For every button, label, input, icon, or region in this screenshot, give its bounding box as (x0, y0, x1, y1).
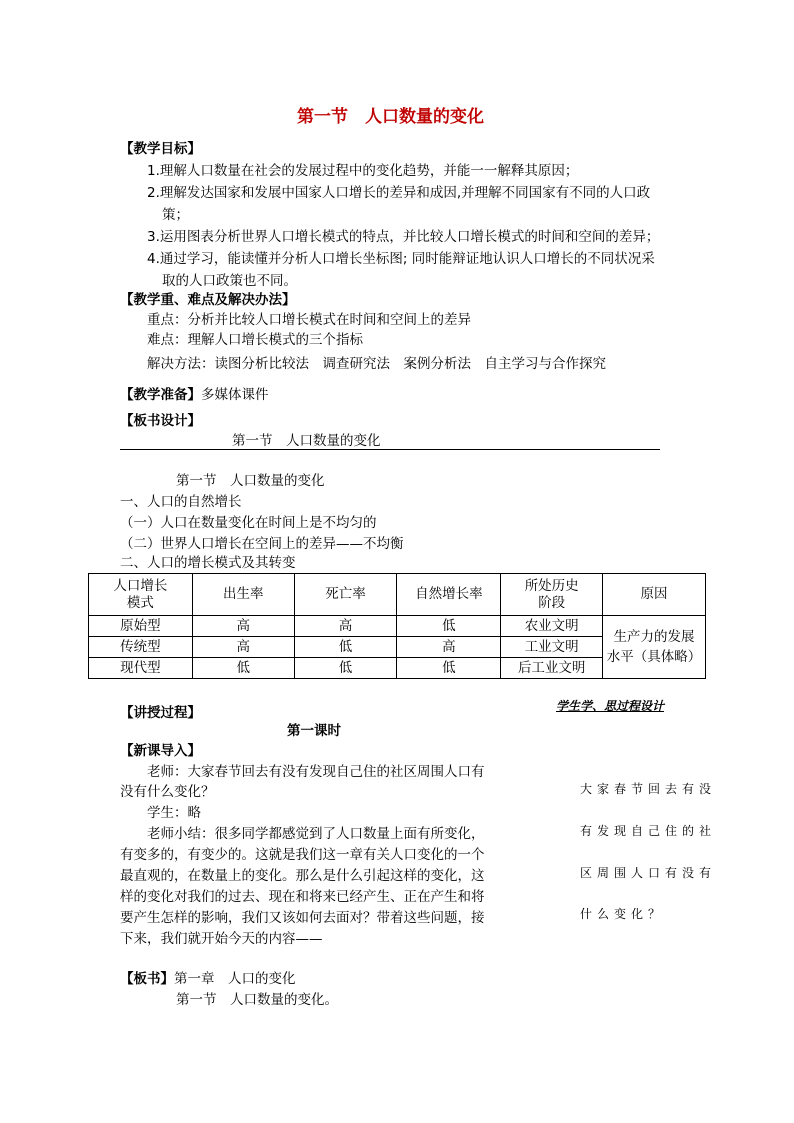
intro-line: 要产生怎样的影响，我们又该如何去面对？带着这些问题，接 (120, 910, 485, 926)
growth-model-table (88, 573, 706, 679)
table-cell: 高 (294, 616, 397, 637)
side-note: 区周围人口有没有 (580, 866, 717, 880)
table-cell: 现代型 (89, 658, 193, 679)
table-header: 人口增长 模式 (89, 574, 193, 616)
goal-item: 策； (162, 207, 189, 223)
board-header: 第一节 人口数量的变化 (232, 433, 381, 449)
board2-heading: 【板书】 (120, 971, 174, 987)
table-cell: 高 (192, 616, 294, 637)
difficulty-text: 难点：理解人口增长模式的三个指标 (147, 332, 363, 348)
table-cell: 低 (192, 658, 294, 679)
table-cell: 传统型 (89, 637, 193, 658)
table-cell: 低 (294, 658, 397, 679)
intro-line: 学生：略 (147, 805, 201, 821)
intro-line: 老师：大家春节回去有没有发现自己住的社区周围人口有 (147, 764, 485, 780)
goal-item: 3.运用图表分析世界人口增长模式的特点，并比较人口增长模式的时间和空间的差异； (147, 229, 660, 245)
intro-line: 没有什么变化？ (120, 784, 215, 800)
board-line: 一、人口的自然增长 (120, 494, 242, 510)
intro-line: 最直观的，在数量上的变化。那么是什么引起这样的变化，这 (120, 868, 485, 884)
table-cell: 高 (397, 637, 501, 658)
board-heading: 【板书设计】 (120, 413, 201, 429)
side-note: 有发现自己住的社 (580, 824, 717, 838)
board2-section: 第一节 人口数量的变化。 (176, 992, 338, 1008)
board2-chapter: 第一章 人口的变化 (174, 971, 296, 987)
goal-item: 2.理解发达国家和发展中国家人口增长的差异和成因,并理解不同国家有不同的人口政 (147, 185, 651, 201)
board-line: （二）世界人口增长在空间上的差异——不均衡 (120, 536, 404, 552)
intro-heading: 【新课导入】 (120, 743, 201, 759)
table-cell: 农业文明 (501, 616, 603, 637)
table-header: 出生率 (192, 574, 294, 616)
board-line: 二、人口的增长模式及其转变 (120, 555, 296, 571)
table-cell: 原始型 (89, 616, 193, 637)
board2-line (120, 970, 296, 988)
side-heading: 学生学、思过程设计 (556, 699, 665, 713)
table-cell: 低 (397, 658, 501, 679)
table-row (89, 616, 706, 637)
board-subtitle: 第一节 人口数量的变化 (176, 473, 325, 489)
table-cell: 低 (397, 616, 501, 637)
intro-line: 老师小结：很多同学都感觉到了人口数量上面有所变化， (147, 826, 485, 842)
goal-item: 1.理解人口数量在社会的发展过程中的变化趋势，并能一一解释其原因； (147, 163, 579, 179)
table-header: 死亡率 (294, 574, 397, 616)
intro-line: 样的变化对我们的过去、现在和将来已经产生、正在产生和将 (120, 889, 485, 905)
reason-cell: 生产力的发展 水平（具体略） (603, 616, 706, 679)
lesson-title: 第一课时 (287, 723, 341, 739)
board-line: （一）人口在数量变化在时间上是不均匀的 (120, 515, 377, 531)
table-cell: 低 (294, 637, 397, 658)
intro-line: 有变多的，有变少的。这就是我们这一章有关人口变化的一个 (120, 847, 485, 863)
intro-line: 下来，我们就开始今天的内容—— (120, 931, 323, 947)
page-title: 第一节 人口数量的变化 (297, 107, 484, 127)
table-cell: 高 (192, 637, 294, 658)
focus-text: 重点：分析并比较人口增长模式在时间和空间上的差异 (147, 312, 471, 328)
methods-text: 解决方法：读图分析比较法 调查研究法 案例分析法 自主学习与合作探究 (147, 356, 606, 372)
table-header-row (89, 574, 706, 616)
prep-heading: 【教学准备】 (120, 387, 201, 403)
table-header: 所处历史 阶段 (501, 574, 603, 616)
divider (120, 449, 660, 450)
table-cell: 后工业文明 (501, 658, 603, 679)
table-cell: 工业文明 (501, 637, 603, 658)
keypoints-heading: 【教学重、难点及解决办法】 (120, 292, 296, 308)
prep-line (120, 386, 269, 404)
process-heading: 【讲授过程】 (120, 705, 201, 721)
prep-text: 多媒体课件 (201, 387, 269, 403)
goal-item: 取的人口政策也不同。 (162, 273, 297, 289)
goal-item: 4.通过学习，能读懂并分析人口增长坐标图; 同时能辩证地认识人口增长的不同状况采 (147, 251, 655, 267)
goals-heading: 【教学目标】 (120, 141, 201, 157)
table-header: 自然增长率 (397, 574, 501, 616)
side-note: 大家春节回去有没 (580, 782, 717, 796)
side-note: 什么变化？ (580, 907, 666, 921)
table-header: 原因 (603, 574, 706, 616)
